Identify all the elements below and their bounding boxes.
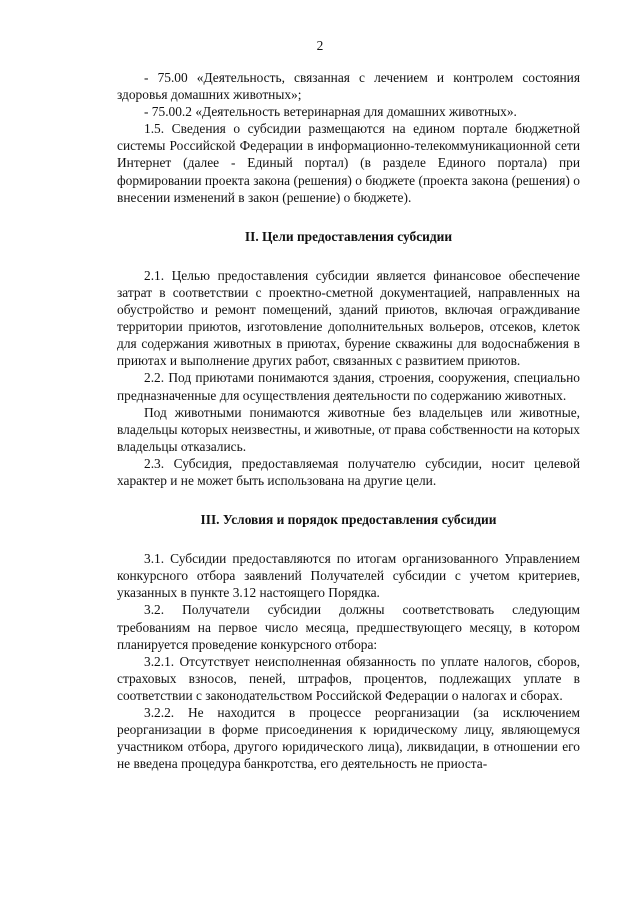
paragraph-3-1: 3.1. Субсидии предоставляются по итогам организованного Управлением конкурсного отбора заявлений Получателей субсидии с учетом критериев, указанных в пункте 3.12 настоящего Порядка. [117, 551, 580, 601]
paragraph-3-2: 3.2. Получатели субсидии должны соответствовать следующим требованиям на первое число месяца, предшествующего месяцу, в котором планируется проведение конкурсного отбора: [117, 602, 580, 652]
document-body [117, 69, 580, 772]
paragraph-2-2: 2.2. Под приютами понимаются здания, строения, сооружения, специально предназначенные для осуществления деятельности по содержанию животных. [117, 370, 580, 403]
paragraph-1-5: 1.5. Сведения о субсидии размещаются на едином портале бюджетной системы Российской Федерации в информационно-телекоммуникационной сети Интернет (далее - Единый портал) (в разделе Единого портала) при формировании проекта закона (решения) о бюджете (проекта закона (решения) о внесении изменений в закон (решение) о бюджете). [117, 121, 580, 205]
section-2-heading: II. Цели предоставления субсидии [244, 228, 453, 244]
paragraph-animals-definition: Под животными понимаются животные без владельцев или животные, владельцы которых неизвестны, и животные, от права собственности на которых владельцы отказались. [117, 404, 580, 454]
paragraph-2-1: 2.1. Целью предоставления субсидии является финансовое обеспечение затрат в соответствии с проектно-сметной документацией, направленных на обустройство и ремонт помещений, зданий приютов, включая ограждивание территории приютов, изготовление дополнительных вольеров, отсеков, клеток для содержания животных в приютах, бурение скважины для водоснабжения в приютах и выполнение других работ, связанных с развитием приютов. [117, 267, 580, 369]
okved-item-75-00-2: - 75.00.2 «Деятельность ветеринарная для домашних животных». [144, 104, 517, 120]
section-3-heading: III. Условия и порядок предоставления субсидии [200, 512, 497, 528]
page-number: 2 [316, 38, 324, 53]
paragraph-2-3: 2.3. Субсидия, предоставляемая получателю субсидии, носит целевой характер и не может быть использована на другие цели. [117, 455, 580, 488]
paragraph-3-2-1: 3.2.1. Отсутствует неисполненная обязанность по уплате налогов, сборов, страховых взносов, пеней, штрафов, процентов, подлежащих уплате в соответствии с законодательством Российской Федерации о налогах и сборах. [117, 653, 580, 703]
paragraph-3-2-2: 3.2.2. Не находится в процессе реорганизации (за исключением реорганизации в форме присоединения к юридическому лицу, являющемуся участником отбора, другого юридического лица), ликвидации, в отношении его не введена процедура банкротства, его деятельность не приоста- [117, 705, 580, 772]
okved-item-75-00: - 75.00 «Деятельность, связанная с лечением и контролем состояния здоровья домашних животных»; [117, 70, 580, 103]
